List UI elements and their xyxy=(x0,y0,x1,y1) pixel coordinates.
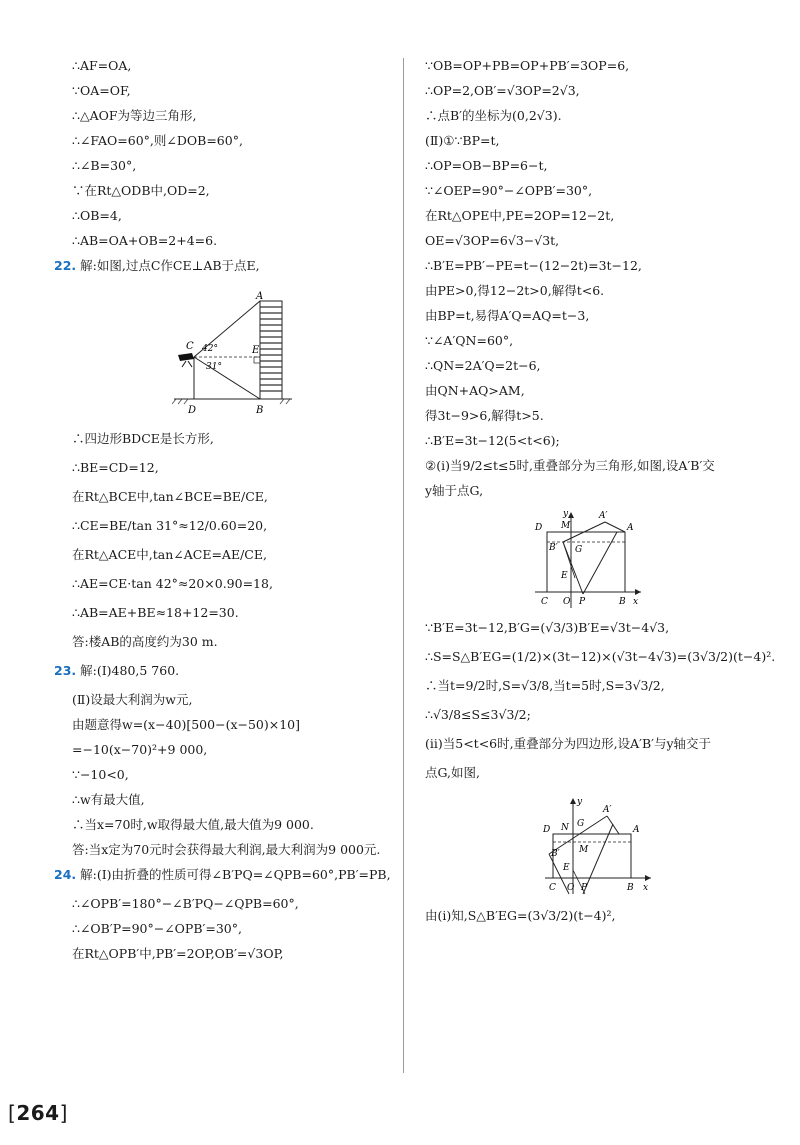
fig24b-label-g: G xyxy=(577,819,585,829)
fig24a-label-b: B xyxy=(619,597,626,607)
q22-number: 22. xyxy=(54,258,77,273)
fig24b-label-y: y xyxy=(577,797,583,807)
fig24b-label-p: P xyxy=(581,883,588,893)
q24-last-line: 由(ⅰ)知,S△B′EG=(3√3/2)(t−4)², xyxy=(425,908,616,923)
q24-area-lines xyxy=(425,620,776,781)
q21-solution-lines xyxy=(72,58,390,249)
fig24a-label-d: D xyxy=(535,523,543,533)
text-line: (Ⅱ)设最大利润为w元, xyxy=(72,692,193,707)
q24-continued-lines xyxy=(425,58,760,499)
fig24b-label-b1: B′ xyxy=(551,849,560,859)
text-line: ∴当x=70时,w取得最大值,最大值为9 000. xyxy=(72,817,314,832)
fig24a-label-c: C xyxy=(541,597,548,607)
text-line: 在Rt△OPB′中,PB′=2OP,OB′=√3OP, xyxy=(72,946,284,961)
fig24a-label-m: M xyxy=(561,521,571,531)
q22-first-line: 解:如图,过点C作CE⊥AB于点E, xyxy=(80,258,260,273)
fig24a-label-a: A xyxy=(627,523,634,533)
text-line: ∴OB=4, xyxy=(72,208,122,223)
fig24b-label-b: B xyxy=(627,883,634,893)
text-line: ∴∠OPB′=180°−∠B′PQ−∠QPB=60°, xyxy=(72,896,299,911)
text-line: ∴△AOF为等边三角形, xyxy=(72,108,197,123)
fig24a-label-y: y xyxy=(563,509,569,519)
text-line: 答:楼AB的高度约为30 m. xyxy=(72,634,218,649)
fig24a-label-b1: B′ xyxy=(549,543,558,553)
q22-heading xyxy=(54,258,390,274)
overlap-quadrilateral-figure xyxy=(543,794,655,898)
text-line: 在Rt△OPE中,PE=2OP=12−2t, xyxy=(425,208,615,223)
text-line: ∴AB=AE+BE≈18+12=30. xyxy=(72,605,239,620)
text-line: ∴四边形BDCE是长方形, xyxy=(72,431,214,446)
telescope-icon xyxy=(178,353,194,361)
q23-solution-lines xyxy=(72,692,390,858)
text-line: ∴BE=CD=12, xyxy=(72,460,159,475)
fig24b-label-d: D xyxy=(543,825,551,835)
text-line: ∵B′E=3t−12,B′G=(√3/3)B′E=√3t−4√3, xyxy=(425,620,670,635)
text-line: 由题意得w=(x−40)[500−(x−50)×10] xyxy=(72,717,301,732)
fig22-label-d: D xyxy=(188,405,197,416)
page-number-value: 264 xyxy=(16,1101,60,1125)
q23-heading xyxy=(54,663,390,679)
fig22-label-e: E xyxy=(252,345,260,356)
text-line: ∴B′E=PB′−PE=t−(12−2t)=3t−12, xyxy=(425,258,642,273)
text-line: ∵−10<0, xyxy=(72,767,129,782)
text-line: 得3t−9>6,解得t>5. xyxy=(425,408,544,423)
fig24a-label-p: P xyxy=(579,597,586,607)
fig24a-label-a1: A′ xyxy=(599,511,608,521)
right-column xyxy=(425,58,776,937)
text-line: ∴w有最大值, xyxy=(72,792,145,807)
text-line: ∴OP=OB−BP=6−t, xyxy=(425,158,548,173)
text-line: ∵在Rt△ODB中,OD=2, xyxy=(72,183,210,198)
q24-heading xyxy=(54,867,390,883)
text-line: 由BP=t,易得A′Q=AQ=t−3, xyxy=(425,308,590,323)
left-column xyxy=(54,58,391,971)
building-angle-figure xyxy=(172,287,302,421)
column-divider xyxy=(403,58,404,1073)
fig24a-label-g: G xyxy=(575,545,583,555)
text-line: ∴AB=OA+OB=2+4=6. xyxy=(72,233,218,248)
text-line: =−10(x−70)²+9 000, xyxy=(72,742,208,757)
text-line: ∴B′E=3t−12(5<t<6); xyxy=(425,433,560,448)
text-line: 在Rt△ACE中,tan∠ACE=AE/CE, xyxy=(72,547,267,562)
fig24b-label-c: C xyxy=(549,883,556,893)
text-line: OE=√3OP=6√3−√3t, xyxy=(425,233,560,248)
text-line: ∵∠OEP=90°−∠OPB′=30°, xyxy=(425,183,593,198)
text-line: ∵∠A′QN=60°, xyxy=(425,333,514,348)
text-line: y轴于点G, xyxy=(425,483,484,498)
text-line: ∴∠OB′P=90°−∠OPB′=30°, xyxy=(72,921,242,936)
text-line: ∴∠FAO=60°,则∠DOB=60°, xyxy=(72,133,243,148)
text-line: 在Rt△BCE中,tan∠BCE=BE/CE, xyxy=(72,489,268,504)
fig22-label-a: A xyxy=(256,291,264,302)
q23-number: 23. xyxy=(54,663,77,678)
fig24a-label-x: x xyxy=(633,597,639,607)
q24-solution-lines xyxy=(72,896,390,962)
fig22-label-c: C xyxy=(186,341,194,352)
fig24b-label-a1: A′ xyxy=(603,805,612,815)
text-line: ∴AE=CE·tan 42°≈20×0.90=18, xyxy=(72,576,273,591)
fig24b-label-m: M xyxy=(579,845,589,855)
q24-number: 24. xyxy=(54,867,77,882)
text-line: ∴OP=2,OB′=√3OP=2√3, xyxy=(425,83,580,98)
fig24b-label-n: N xyxy=(561,823,569,833)
fig24b-label-a: A xyxy=(633,825,640,835)
text-line: (Ⅱ)①∵BP=t, xyxy=(425,133,500,148)
fig24b-label-e: E xyxy=(563,863,570,873)
text-line: ∴当t=9/2时,S=√3/8,当t=5时,S=3√3/2, xyxy=(425,678,665,693)
q24-first-line: 解:(Ⅰ)由折叠的性质可得∠B′PQ=∠QPB=60°,PB′=PB, xyxy=(80,867,391,882)
text-line: ∴CE=BE/tan 31°≈12/0.60=20, xyxy=(72,518,268,533)
fig24b-label-x: x xyxy=(643,883,649,893)
text-line: ∴QN=2A′Q=2t−6, xyxy=(425,358,541,373)
text-line: ∵OB=OP+PB=OP+PB′=3OP=6, xyxy=(425,58,630,73)
overlap-triangle-figure xyxy=(533,508,645,612)
text-line: 由PE>0,得12−2t>0,解得t<6. xyxy=(425,283,605,298)
text-line: ∴点B′的坐标为(0,2√3). xyxy=(425,108,562,123)
text-line: 答:当x定为70元时会获得最大利润,最大利润为9 000元. xyxy=(72,842,381,857)
text-line: ∴√3/8≤S≤3√3/2; xyxy=(425,707,531,722)
fig24a-label-e: E xyxy=(561,571,568,581)
fig22-angle-bottom: 31° xyxy=(206,362,222,372)
text-line: ∵OA=OF, xyxy=(72,83,131,98)
fig24b-label-o: O xyxy=(567,883,575,893)
text-line: (ⅱ)当5<t<6时,重叠部分为四边形,设A′B′与y轴交于 xyxy=(425,736,712,751)
fig22-angle-top: 42° xyxy=(202,344,218,354)
fig22-label-b: B xyxy=(256,405,264,416)
q22-solution-lines xyxy=(72,431,390,650)
text-line: 由QN+AQ>AM, xyxy=(425,383,525,398)
text-line: ∴S=S△B′EG=(1/2)×(3t−12)×(√3t−4√3)=(3√3/2)(t−4)². xyxy=(425,649,776,664)
page-number: [264] xyxy=(8,1101,68,1125)
fig24a-label-o: O xyxy=(563,597,571,607)
text-line: ∴∠B=30°, xyxy=(72,158,137,173)
q23-first-line: 解:(Ⅰ)480,5 760. xyxy=(80,663,180,678)
text-line: 点G,如图, xyxy=(425,765,480,780)
text-line: ∴AF=OA, xyxy=(72,58,132,73)
text-line: ②(ⅰ)当9/2≤t≤5时,重叠部分为三角形,如图,设A′B′交 xyxy=(425,458,715,473)
